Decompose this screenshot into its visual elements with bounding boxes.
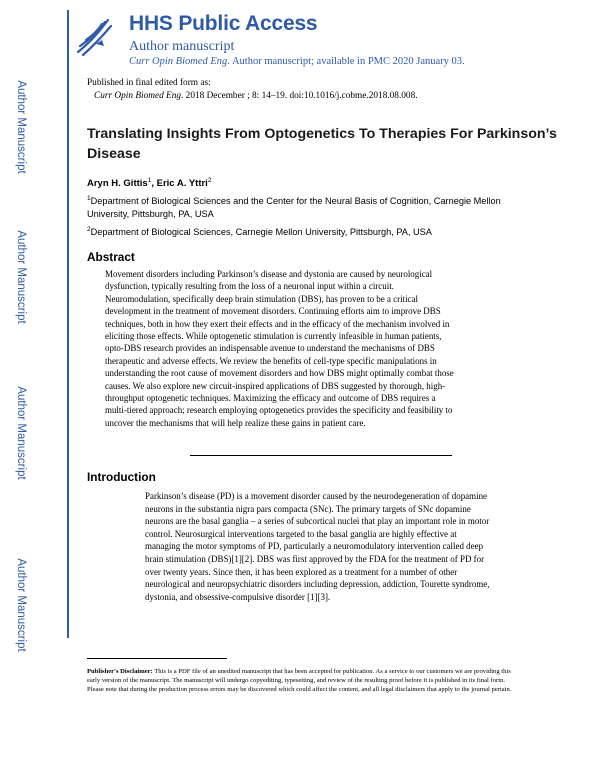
affiliation-1: $^1$Department of Biological Sciences and the Center for the Neural Basis of Cognition, Carnegie Mellon University, Pittsburgh, PA, USA xyxy=(87,195,501,219)
hhs-eagle-logo-icon xyxy=(74,14,114,58)
author-list: Aryn H. Gittis$^1$, Eric A. Yttri$^2$ xyxy=(87,177,212,190)
citation-line: Curr Opin Biomed Eng. 2018 December ; 8: 14–19. doi:10.1016/j.cobme.2018.08.008. xyxy=(94,91,418,101)
sidebar-label-3: Author Manuscript xyxy=(15,386,27,480)
sidebar-label-4: Author Manuscript xyxy=(15,558,27,652)
introduction-heading: Introduction xyxy=(87,470,156,484)
published-label: Published in final edited form as: xyxy=(87,78,211,88)
margin-rule xyxy=(67,10,69,638)
sidebar-label-2: Author Manuscript xyxy=(15,230,27,324)
publisher-disclaimer: Publisher's Disclaimer: This is a PDF file of an unedited manuscript that has been accepted for publication. As a service to our customers we are providing this early version of the manuscript. The manuscript will undergo copyediting, typesetting, and review of the resulting proof before it is published in its final form. Please note that during the production process errors may be discovered which could affect the content, and all legal disclaimers that apply to the journal pertain. xyxy=(87,668,512,694)
introduction-text: Parkinson’s disease (PD) is a movement disorder caused by the neurodegeneration of dopamine neurons in the substantia nigra pars compacta (SNc). The primary targets of SNc dopamine neurons are the basal ganglia – a series of subcortical nuclei that play an important role in motor control. Neurosurgical interventions targeted to the basal ganglia are highly effective at managing the motor symptoms of PD, particularly a neuromodulatory intervention called deep brain stimulation (DBS)[1][2]. DBS was first approved by the FDA for the treatment of PD for over twenty years. Since then, it has been explored as a treatment for a number of other neurological and neuropsychiatric disorders including depression, addiction, Tourette syndrome, dystonia, and obsessive-compulsive disorder [1][3]. xyxy=(145,491,490,602)
abstract-heading: Abstract xyxy=(87,250,135,264)
author-manuscript-label: Author manuscript xyxy=(129,39,235,54)
affiliation-2: $^2$Department of Biological Sciences, Carnegie Mellon University, Pittsburgh, PA, USA xyxy=(87,226,432,238)
abstract-divider xyxy=(190,455,452,456)
abstract-text: Movement disorders including Parkinson’s disease and dystonia are caused by neurological dysfunction, typically resulting from the loss of a neuronal input within a circuit. Neuromodulation, specifically deep brain stimulation (DBS), has proven to be a critical development in the treatment of movement disorders. Continuing efforts aim to improve DBS techniques, both in how they exert their effects and in the efficacy of the mechanism involved in eliciting those effects. While optogenetic stimulation is currently infeasible in human patients, opto-DBS research provides an indispensable avenue to understand the mechanisms of DBS therapeutic and adverse effects. We review the benefits of cell-type specific manipulations in understanding the root cause of movement disorders and how DBS might optimally combat those causes. We also explore new circuit-inspired applications of DBS suggested by thorough, high-throughput optogenetic techniques. Maximizing the efficacy and outcome of DBS requires a multi-tiered approach; research employing optogenetics provides the specificity and feasibility to uncover the mechanisms that will help realize these gains in patient care. xyxy=(105,269,454,428)
hhs-title: HHS Public Access xyxy=(129,12,318,35)
sidebar-label-1: Author Manuscript xyxy=(15,80,27,174)
article-title: Translating Insights From Optogenetics To Therapies For Parkinson’s Disease xyxy=(87,126,557,162)
footnote-divider xyxy=(87,658,227,659)
availability-line: Curr Opin Biomed Eng. Author manuscript; available in PMC 2020 January 03. xyxy=(129,56,465,67)
